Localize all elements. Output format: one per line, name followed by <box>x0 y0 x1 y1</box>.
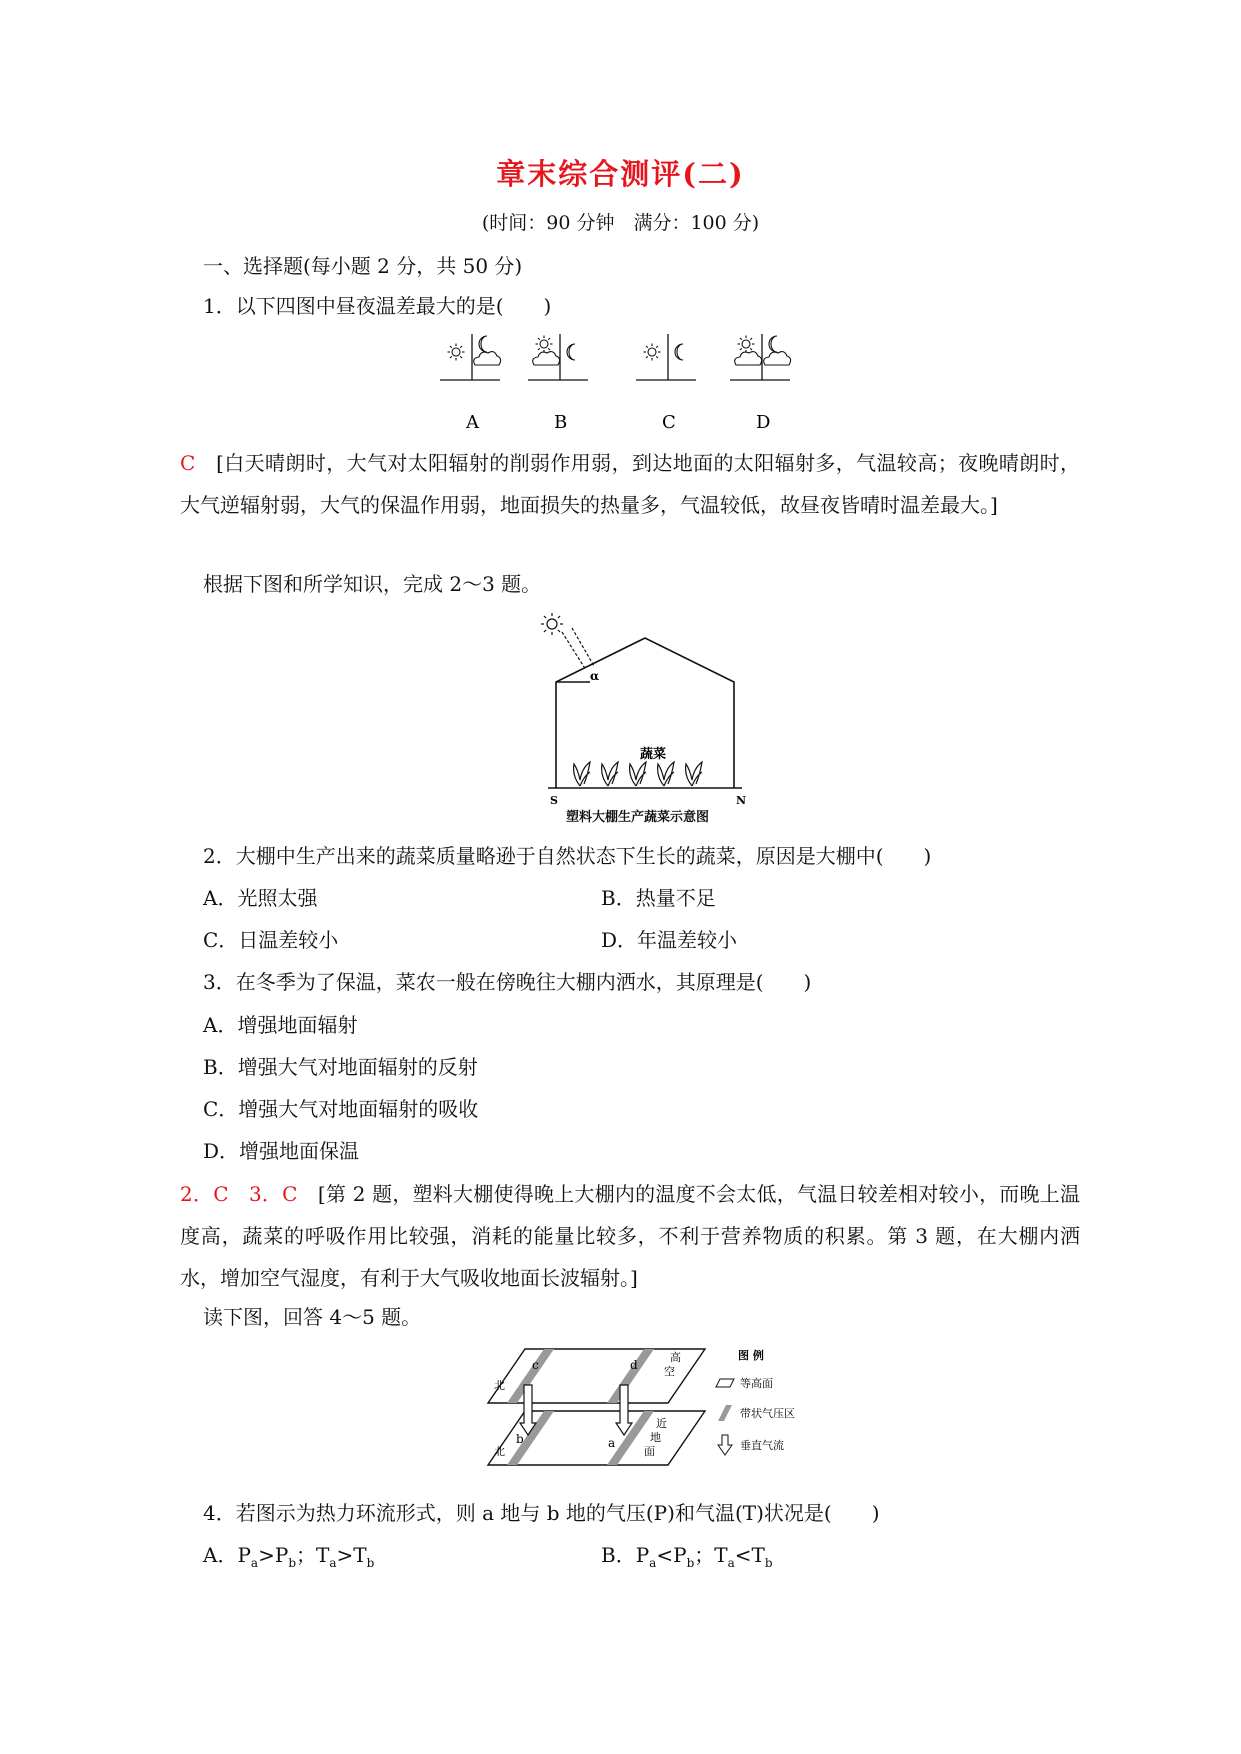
q2-q3-answer <box>180 1173 1080 1299</box>
plant-icon <box>574 762 590 786</box>
label-a: a <box>608 1436 616 1450</box>
vegetable-label: 蔬菜 <box>640 747 667 762</box>
high-label-1: 高 <box>670 1351 681 1364</box>
greenhouse-caption: 塑料大棚生产蔬菜示意图 <box>566 810 710 825</box>
high-label-2: 空 <box>664 1365 675 1378</box>
plant-icon <box>630 762 646 786</box>
sun-icon <box>541 613 563 635</box>
q1-answer-key: C <box>180 451 196 475</box>
north-top-label: 北 <box>494 1379 505 1392</box>
sun-icon <box>536 336 553 353</box>
near-label-3: 面 <box>644 1445 655 1458</box>
intro-2-3: 根据下图和所学知识，完成 2～3 题。 <box>203 572 542 596</box>
south-label: S <box>550 794 558 807</box>
legend-isobar-icon <box>716 1379 734 1387</box>
vegetable-plants <box>574 762 702 786</box>
q1-panel-b <box>528 334 588 433</box>
cloud-icon <box>533 352 560 365</box>
q1-label-b: B <box>554 412 568 433</box>
cloud-icon <box>764 352 791 365</box>
question-3-stem: 3．在冬季为了保温，菜农一般在傍晚往大棚内洒水，其原理是( ) <box>203 970 812 994</box>
q1-panel-a <box>440 334 501 433</box>
legend-belt-label: 带状气压区 <box>740 1407 795 1420</box>
page-title: 章末综合测评(二) <box>496 157 745 191</box>
near-label-1: 近 <box>656 1417 667 1430</box>
q4-option-a: A．$P_a>P_b$；$T_a>T_b$ <box>203 1543 375 1570</box>
q1-panel-d <box>730 334 791 433</box>
q1-label-d: D <box>756 412 771 433</box>
legend-flow-icon <box>718 1435 732 1455</box>
q3-option-b: B．增强大气对地面辐射的反射 <box>203 1055 478 1079</box>
q3-option-a: A．增强地面辐射 <box>203 1013 358 1037</box>
plant-icon <box>686 762 702 786</box>
label-d: d <box>630 1358 638 1372</box>
question-4-stem: 4．若图示为热力环流形式，则 a 地与 b 地的气压(P)和气温(T)状况是( ) <box>203 1501 880 1525</box>
north-label: N <box>736 794 747 807</box>
q1-answer <box>180 442 1080 526</box>
moon-icon <box>769 336 777 352</box>
sun-icon <box>738 336 755 353</box>
section-heading: 一、选择题(每小题 2 分，共 50 分) <box>203 254 523 278</box>
label-b: b <box>516 1432 524 1446</box>
thermal-circulation-diagram <box>480 1345 810 1475</box>
q3-option-c: C．增强大气对地面辐射的吸收 <box>203 1097 479 1121</box>
legend-isobar-label: 等高面 <box>740 1377 773 1390</box>
exam-info: (时间：90 分钟 满分：100 分) <box>481 212 760 234</box>
moon-icon <box>479 336 487 352</box>
sun-icon <box>448 344 465 361</box>
plant-icon <box>658 762 674 786</box>
legend-belt-icon <box>718 1405 732 1421</box>
question-2-stem: 2．大棚中生产出来的蔬菜质量略逊于自然状态下生长的蔬菜，原因是大棚中( ) <box>203 844 932 868</box>
q1-label-a: A <box>466 412 479 433</box>
greenhouse-diagram <box>540 610 760 810</box>
q3-option-d: D．增强地面保温 <box>203 1139 360 1163</box>
q2-option-b: B．热量不足 <box>601 886 716 910</box>
moon-icon <box>567 344 575 360</box>
q1-figure <box>440 330 840 440</box>
north-bottom-label: 北 <box>494 1445 505 1458</box>
legend-title: 图 例 <box>738 1349 764 1362</box>
q4-option-b: B．$P_a<P_b$；$T_a<T_b$ <box>601 1543 773 1570</box>
legend-flow-label: 垂直气流 <box>740 1439 784 1452</box>
near-label-2: 地 <box>650 1431 661 1444</box>
q2-option-c: C．日温差较小 <box>203 928 339 952</box>
q1-label-c: C <box>662 412 676 433</box>
label-c: c <box>532 1358 539 1372</box>
q1-panel-c <box>636 334 696 433</box>
q1-explanation: [白天晴朗时，大气对太阳辐射的削弱作用弱，到达地面的太阳辐射多，气温较高；夜晚晴朗时，大气逆辐射弱，大气的保温作用弱，地面损失的热量多，气温较低，故昼夜皆晴时温差最大。] <box>180 451 1081 517</box>
q2-q3-explanation: [第 2 题，塑料大棚使得晚上大棚内的温度不会太低，气温日较差相对较小，而晚上温度高，蔬菜的呼吸作用比较强，消耗的能量比较多，不利于营养物质的积累。第 3 题，在大棚内洒水，增加空气湿度，有利于大气吸收地面长波辐射。] <box>180 1182 1080 1290</box>
plant-icon <box>602 762 618 786</box>
alpha-label: α <box>590 669 600 683</box>
sun-icon <box>644 344 661 361</box>
q2-q3-answer-key: 2．C 3．C <box>180 1182 298 1206</box>
moon-icon <box>675 344 683 360</box>
sun-rays <box>562 628 594 670</box>
cloud-icon <box>735 352 762 365</box>
q2-option-a: A．光照太强 <box>203 886 318 910</box>
intro-4-5: 读下图，回答 4～5 题。 <box>203 1305 422 1329</box>
q2-option-d: D．年温差较小 <box>601 928 738 952</box>
question-1-stem: 1．以下四图中昼夜温差最大的是( ) <box>203 294 552 318</box>
cloud-icon <box>474 352 501 365</box>
